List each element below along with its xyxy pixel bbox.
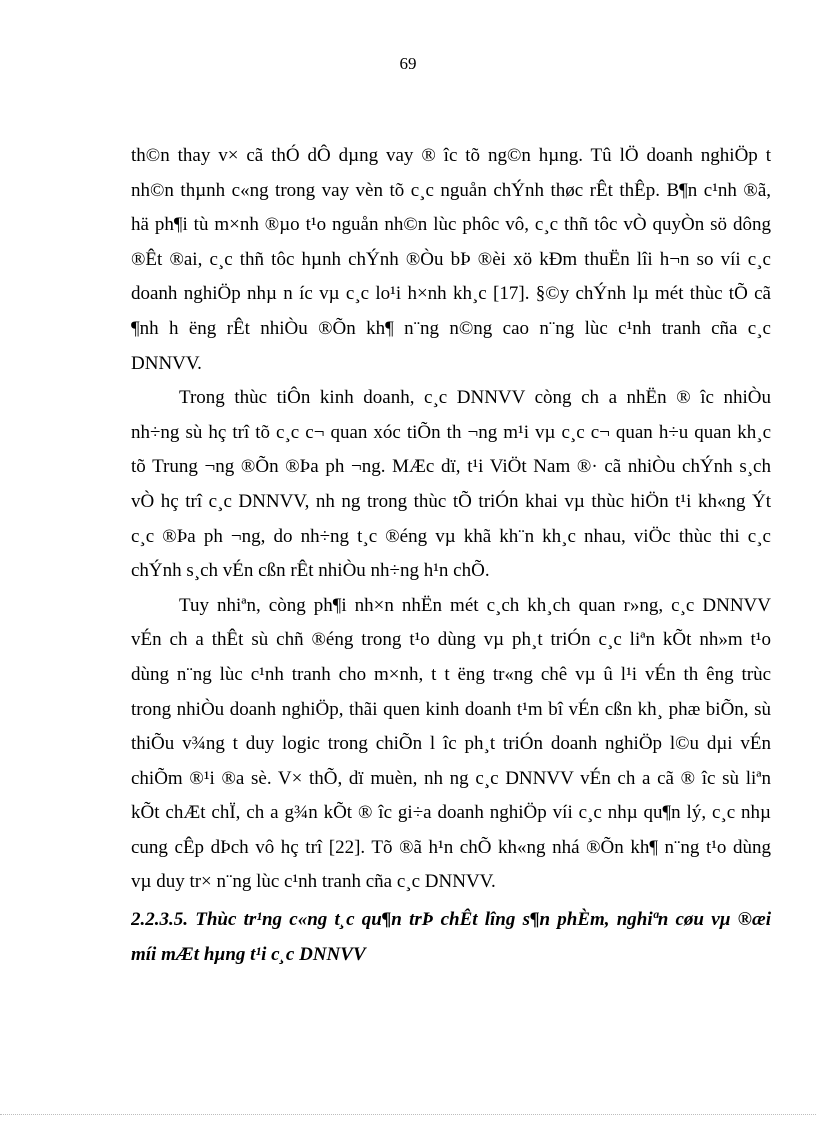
text-line: ®Êt ®ai, c¸c thñ tôc hµnh chÝnh ®Òu bÞ ®èi xö kÐm thuËn lîi h¬n so víi c¸c [131,248,771,270]
text-line: thiÕu v¾ng t duy logic trong chiÕn l îc ph¸t triÓn doanh nghiÖp l©u dµi vÉn [131,733,771,755]
text-line: hä ph¶i tù m×nh ®µo t¹o nguån nh©n lùc phôc vô, c¸c thñ tôc vÒ quyÒn sö dông [131,214,771,236]
page-bottom-divider [0,1114,816,1115]
text-line: c¸c ®Þa ph ¬ng, do nh÷ng t¸c ®éng vµ khã kh¨n kh¸c nhau, viÖc thùc thi c¸c [131,525,771,547]
text-line: kÕt chÆt chÏ, ch a g¾n kÕt ® îc gi÷a doanh nghiÖp víi c¸c nhµ qu¶n lý, c¸c nhµ [131,802,771,824]
text-line: vµ duy tr× n¨ng lùc c¹nh tranh cña c¸c DNNVV. [131,871,496,893]
text-line: cung cÊp dÞch vô hç trî [22]. Tõ ®ã h¹n chÕ kh«ng nhá ®Õn kh¶ n¨ng t¹o dùng [131,836,771,858]
text-line: nh©n thµnh c«ng trong vay vèn tõ c¸c nguån chÝnh thøc rÊt thÊp. B¶n c¹nh ®ã, [131,179,771,201]
text-line: ¶nh h ëng rÊt nhiÒu ®Õn kh¶ n¨ng n©ng cao n¨ng lùc c¹nh tranh cña c¸c [131,317,771,339]
paragraph [131,381,771,589]
text-line: chÝnh s¸ch vÉn cßn rÊt nhiÒu nh÷ng h¹n chÕ. [131,560,490,582]
text-line: vÒ hç trî c¸c DNNVV, nh ng trong thùc tÕ triÓn khai vµ thùc hiÖn t¹i kh«ng Ýt [131,490,771,512]
text-line: vÉn ch a thÊt sù chñ ®éng trong t¹o dùng vµ ph¸t triÓn c¸c liªn kÕt nh»m t¹o [131,629,771,651]
text-line: th©n thay v× cã thÓ dÔ dµng vay ® îc tõ ng©n hµng. Tû lÖ doanh nghiÖp t [131,145,771,166]
section-heading [131,902,771,972]
text-line: Trong thùc tiÔn kinh doanh, c¸c DNNVV còng ch a nhËn ® îc nhiÒu [179,387,771,409]
heading-line: míi mÆt hµng t¹i c¸c DNNVV [131,944,366,965]
text-line: nh÷ng sù hç trî tõ c¸c c¬ quan xóc tiÕn th ¬ng m¹i vµ c¸c c¬ quan h÷u quan kh¸c [131,421,771,443]
paragraph [131,139,771,381]
body-text [131,139,771,900]
page-number: 69 [399,54,417,73]
text-line: tõ Trung ¬ng ®Õn ®Þa ph ¬ng. MÆc dï, t¹i ViÖt Nam ®· cã nhiÒu chÝnh s¸ch [131,456,771,478]
heading-line: 2.2.3.5. Thùc tr¹ng c«ng t¸c qu¶n trÞ chÊt lîng s¶n phÈm, nghiªn cøu vµ ®æi [131,909,771,930]
text-line: DNNVV. [131,352,202,374]
text-line: chiÕm ®¹i ®a sè. V× thÕ, dï muèn, nh ng c¸c DNNVV vÉn ch a cã ® îc sù liªn [131,767,771,789]
text-line: dùng n¨ng lùc c¹nh tranh cho m×nh, t t ëng tr«ng chê vµ û l¹i vÉn th êng trùc [131,663,771,685]
text-line: Tuy nhiªn, còng ph¶i nh×n nhËn mét c¸ch kh¸ch quan r»ng, c¸c DNNVV [179,594,771,616]
text-line: trong nhiÒu doanh nghiÖp, thãi quen kinh doanh t¹m bî vÉn cßn kh¸ phæ biÕn, sù [131,698,771,720]
text-line: doanh nghiÖp nhµ n íc vµ c¸c lo¹i h×nh kh¸c [17]. §©y chÝnh lµ mét thùc tÕ cã [131,283,771,305]
paragraph [131,589,771,900]
